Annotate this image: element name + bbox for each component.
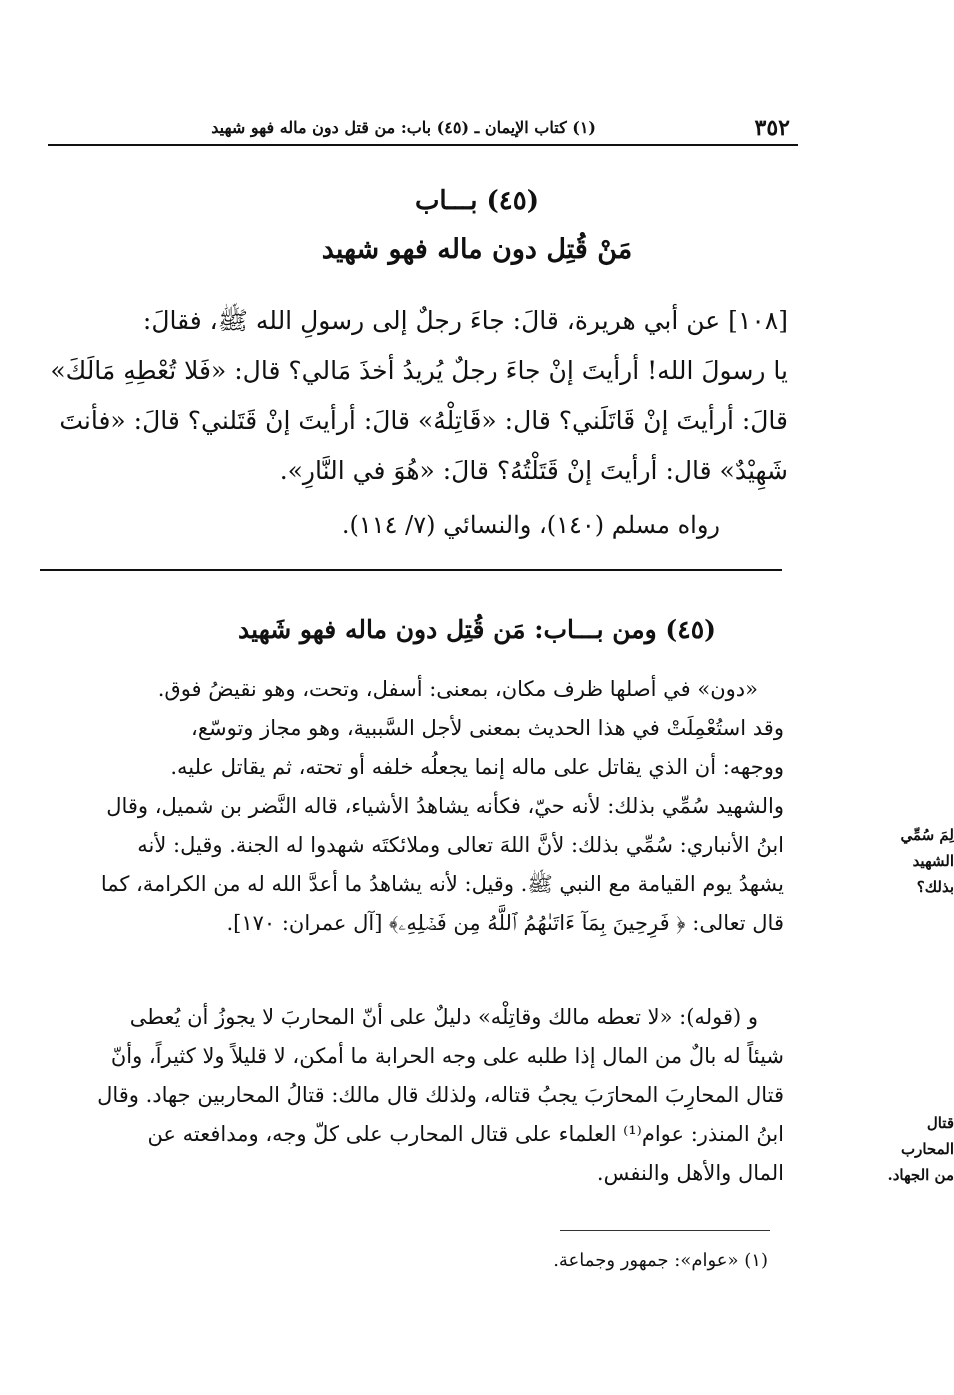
commentary-line: و (قوله): «لا تعطه مالك وقاتِلْه» دليلٌ على أنّ المحاربَ لا يجوزُ أن يُعطى (129, 1005, 758, 1029)
page-header (48, 116, 796, 140)
commentary-line: وقد استُعْمِلَتْ في هذا الحديث بمعنى لأجل السَّببية، وهو مجاز وتوسّع، (191, 716, 784, 740)
section-separator (40, 569, 782, 571)
commentary-line: قتال المحارِبَ المحارَبَ يجبُ قتاله، ولذلك قال مالك: قتالُ المحاربين جهاد. وقال (97, 1083, 784, 1107)
hadith-source: رواه مسلم (١٤٠)، والنسائي (٧/ ١١٤). (341, 511, 720, 539)
header-rule (48, 144, 798, 146)
commentary-line: ابنُ الأنباري: سُمِّي بذلك: لأنَّ اللهَ تعالى وملائكتَه شهدوا له الجنة. وقيل: لأنه (137, 833, 784, 857)
commentary-line: «دون» في أصلها ظرف مكان، بمعنى: أسفل، وتحت، وهو نقيضُ فوق. (157, 677, 758, 701)
commentary-line: المال والأهل والنفس. (596, 1161, 784, 1185)
margin-note-line: من الجهاد. (887, 1166, 954, 1184)
commentary-paragraph-2 (24, 998, 784, 1193)
commentary-line: ابنُ المنذر: عوام⁽¹⁾ العلماء على قتال المحارب على كلّ وجه، ومدافعته عن (147, 1122, 784, 1146)
commentary-line: شيئاً له بالٌ من المال إذا طلبه على وجه الحرابة ما أمكن، لا قليلاً ولا كثيراً، وأنّ (110, 1044, 784, 1068)
margin-note-line: بذلك؟ (916, 878, 954, 896)
margin-note-line: قتال المحارب (900, 1114, 954, 1158)
commentary-line: قال تعالى: ﴿ فَرِحِينَ بِمَآ ءَاتَىٰهُمُ ٱللَّهُ مِن فَضۡلِهِۦ﴾ [آل عمران: ١٧٠]. (226, 911, 784, 935)
hadith-line: [١٠٨] عن أبي هريرة، قالَ: جاءَ رجلٌ إلى رسولِ الله ﷺ، فقالَ: (142, 306, 788, 335)
footnote-rule (560, 1230, 770, 1231)
hadith-line: قالَ: أرأيتَ إنْ قَاتَلَني؟ قال: «قَاتِلْهُ» قالَ: أرأيتَ إنْ قَتَلني؟ قالَ: «فأنتَ (59, 406, 788, 435)
page-number: ٣٥٢ (754, 115, 790, 141)
commentary-paragraph-1 (24, 670, 784, 943)
commentary-title: (٤٥) ومن بـــاب: مَن قُتِل دون ماله فهو شَهيد (238, 615, 716, 644)
chapter-number: (٤٥) بـــاب (414, 186, 540, 216)
running-title: (١) كتاب الإيمان ـ (٤٥) باب: من قتل دون ماله فهو شهيد (211, 118, 596, 137)
footnote: (١) «عوام»: جمهور وجماعة. (553, 1250, 768, 1271)
margin-note-martyr (878, 822, 954, 900)
chapter-title: مَنْ قُتِل دون ماله فهو شهيد (321, 234, 633, 265)
margin-note-line: لِمَ سُمِّي الشهيد (900, 826, 954, 870)
margin-note-fighting (878, 1110, 954, 1188)
commentary-line: والشهيد سُمِّي بذلك: لأنه حيّ، فكأنه يشاهدُ الأشياء، قاله النَّضر بن شميل، وقال (106, 794, 784, 818)
hadith-line: يا رسولَ الله! أرأيتَ إنْ جاءَ رجلٌ يُريدُ أخذَ مَالي؟ قال: «فَلا تُعْطِهِ مَالَكَ» (50, 356, 788, 385)
commentary-line: ووجهه: أن الذي يقاتل على ماله إنما يجعلُه خلفه أو تحته، ثم يقاتل عليه. (170, 755, 784, 779)
commentary-line: يشهدُ يوم القيامة مع النبي ﷺ. وقيل: لأنه يشاهدُ ما أعدَّ الله له من الكرامة، كما (100, 872, 784, 896)
hadith-text (40, 296, 788, 496)
hadith-line: شَهِيْدٌ» قال: أرأيتَ إنْ قَتَلْتُهُ؟ قالَ: «هُوَ في النَّارِ». (279, 456, 788, 485)
